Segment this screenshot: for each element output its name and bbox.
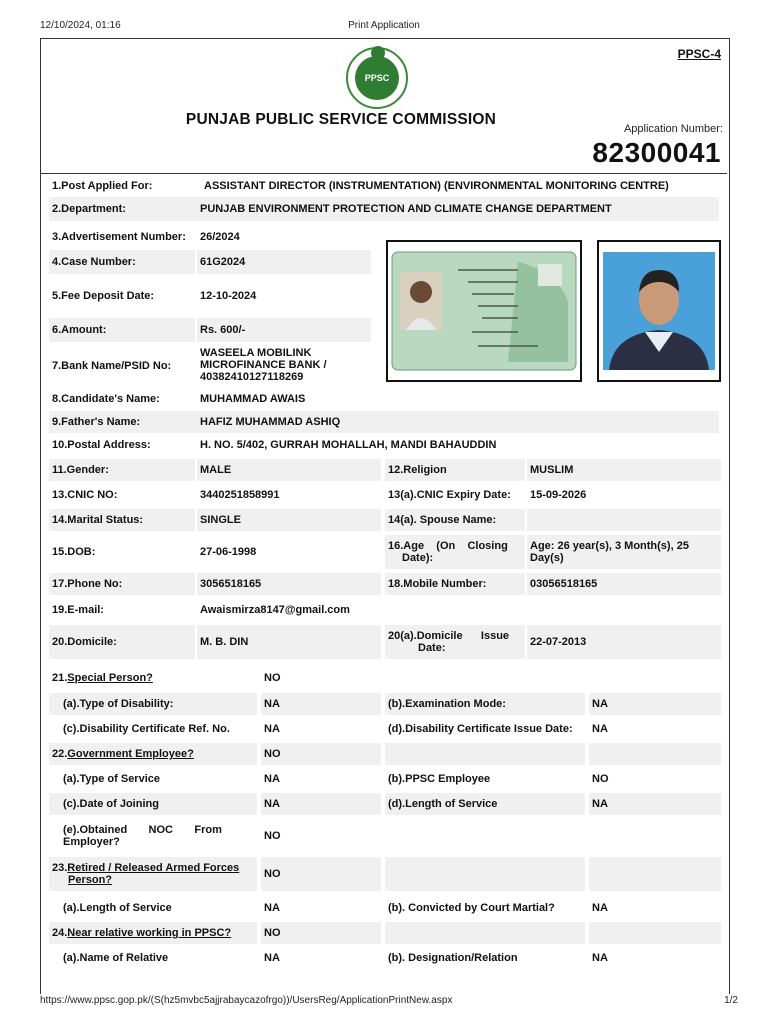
cnic-expiry-value: 15-09-2026 <box>530 489 587 501</box>
post-label: 1.Post Applied For: <box>52 180 153 192</box>
father-name-label: 9.Father's Name: <box>49 411 199 433</box>
marital-status-value: SINGLE <box>197 509 381 531</box>
religion-value: MUSLIM <box>527 459 721 481</box>
spouse-name-label: 14(a). Spouse Name: <box>385 509 525 531</box>
special-person-num: 21. <box>52 672 68 684</box>
age-value-line-1: Age: 26 year(s), 3 Month(s), 25 <box>530 540 689 552</box>
phone-value: 3056518165 <box>197 573 381 595</box>
age-label-line-2: Date): <box>402 552 434 564</box>
dob-label: 15.DOB: <box>52 546 96 558</box>
court-martial-label: (b). Convicted by Court Martial? <box>388 902 555 914</box>
bank-value <box>197 343 371 387</box>
age-value <box>527 535 721 569</box>
exam-mode-value: NA <box>589 693 721 715</box>
fee-date-value: 12-10-2024 <box>200 290 257 302</box>
service-type-value: NA <box>264 773 280 785</box>
domicile-value: M. B. DIN <box>197 625 381 659</box>
noc-label <box>49 819 257 853</box>
cert-date-label: (d).Disability Certificate Issue Date: <box>388 723 573 735</box>
mobile-value: 03056518165 <box>527 573 721 595</box>
advertisement-value: 26/2024 <box>200 231 240 243</box>
cnic-image <box>386 240 582 382</box>
department-value: PUNJAB ENVIRONMENT PROTECTION AND CLIMATE CHANGE DEPARTMENT <box>197 197 719 221</box>
cert-ref-label: (c).Disability Certificate Ref. No. <box>63 723 230 735</box>
person-photo-icon <box>599 242 719 380</box>
relative-empty-1 <box>385 922 585 944</box>
domicile-issue-label-line-1: 20(a).Domicile Issue <box>388 630 510 642</box>
relative-num: 24. <box>52 927 68 939</box>
armed-forces-num: 23. <box>52 862 68 874</box>
age-label-line-1: 16.Age (On Closing <box>388 540 508 552</box>
relative-designation-label: (b). Designation/Relation <box>388 952 518 964</box>
bank-line-3: 40382410127118269 <box>200 371 304 383</box>
govt-employee-heading <box>49 743 257 765</box>
email-value: Awaismirza8147@gmail.com <box>200 604 350 616</box>
divider <box>41 173 727 174</box>
noc-value: NO <box>264 830 281 842</box>
disability-type-label: (a).Type of Disability: <box>49 693 257 715</box>
case-number-label: 4.Case Number: <box>49 250 195 274</box>
gender-label: 11.Gender: <box>49 459 195 481</box>
form-code: PPSC-4 <box>677 47 721 61</box>
address-label: 10.Postal Address: <box>52 439 151 451</box>
relative-title: Near relative working in PPSC? <box>67 927 232 939</box>
domicile-issue-value: 22-07-2013 <box>527 625 721 659</box>
print-datetime: 12/10/2024, 01:16 <box>40 20 121 31</box>
domicile-issue-label-line-2: Date: <box>418 642 446 654</box>
special-person-heading <box>49 667 257 689</box>
service-type-label: (a).Type of Service <box>63 773 160 785</box>
application-number-label: Application Number: <box>623 123 723 135</box>
govt-employee-title: Government Employee? <box>67 748 194 760</box>
armed-empty-1 <box>385 857 585 891</box>
amount-value: Rs. 600/- <box>197 318 371 342</box>
armed-length-value: NA <box>264 902 280 914</box>
email-label: 19.E-mail: <box>52 604 104 616</box>
domicile-issue-label <box>385 625 525 659</box>
armed-empty-2 <box>589 857 721 891</box>
application-number: 82300041 <box>592 137 721 168</box>
print-url: https://www.ppsc.gop.pk/(S(hz5mvbc5ajjrabaycazofrgo))/UsersReg/ApplicationPrintNew.aspx <box>40 995 453 1006</box>
candidate-photo <box>597 240 721 382</box>
joining-date-label: (c).Date of Joining <box>49 793 257 815</box>
armed-forces-title-2: Person? <box>68 874 113 886</box>
candidate-name-label: 8.Candidate's Name: <box>52 393 160 405</box>
print-title: Print Application <box>348 20 420 31</box>
application-form <box>40 38 730 994</box>
amount-label: 6.Amount: <box>49 318 195 342</box>
armed-length-label: (a).Length of Service <box>63 902 172 914</box>
armed-forces-title-1: Retired / Released Armed Forces <box>67 862 240 874</box>
exam-mode-label: (b).Examination Mode: <box>385 693 585 715</box>
noc-label-line-1: (e).Obtained NOC From <box>63 824 222 836</box>
bank-label: 7.Bank Name/PSID No: <box>52 360 172 372</box>
bank-line-1: WASEELA MOBILINK <box>200 347 312 359</box>
marital-status-label: 14.Marital Status: <box>49 509 195 531</box>
department-label: 2.Department: <box>49 197 199 221</box>
service-length-label: (d).Length of Service <box>385 793 585 815</box>
advertisement-label: 3.Advertisement Number: <box>52 231 186 243</box>
cnic-card-icon <box>388 242 580 380</box>
ppsc-employee-label: (b).PPSC Employee <box>388 773 491 785</box>
court-martial-value: NA <box>592 902 608 914</box>
armed-forces-heading <box>49 857 257 891</box>
govt-employee-value: NO <box>261 743 381 765</box>
relative-name-value: NA <box>264 952 280 964</box>
relative-value: NO <box>261 922 381 944</box>
religion-label: 12.Religion <box>385 459 525 481</box>
relative-empty-2 <box>589 922 721 944</box>
post-value: ASSISTANT DIRECTOR (INSTRUMENTATION) (ENVIRONMENTAL MONITORING CENTRE) <box>204 180 669 192</box>
spouse-name-value <box>527 509 721 531</box>
noc-label-line-2: Employer? <box>63 836 120 848</box>
domicile-label: 20.Domicile: <box>49 625 195 659</box>
cnic-expiry-label: 13(a).CNIC Expiry Date: <box>388 489 511 501</box>
cnic-label: 13.CNIC NO: <box>52 489 118 501</box>
cert-date-value: NA <box>592 723 608 735</box>
logo-text: PPSC <box>364 73 390 83</box>
ppsc-logo <box>346 47 408 109</box>
relative-name-label: (a).Name of Relative <box>63 952 169 964</box>
special-person-value: NO <box>264 672 281 684</box>
gender-value: MALE <box>197 459 381 481</box>
cnic-value: 3440251858991 <box>200 489 280 501</box>
special-person-title: Special Person? <box>67 672 153 684</box>
age-value-line-2: Day(s) <box>530 552 564 564</box>
armed-forces-value: NO <box>261 857 381 891</box>
dob-value: 27-06-1998 <box>200 546 257 558</box>
phone-label: 17.Phone No: <box>49 573 195 595</box>
case-number-value: 61G2024 <box>197 250 371 274</box>
relative-heading <box>49 922 257 944</box>
candidate-name-value: MUHAMMAD AWAIS <box>200 393 306 405</box>
address-value: H. NO. 5/402, GURRAH MOHALLAH, MANDI BAHAUDDIN <box>200 439 497 451</box>
service-length-value: NA <box>589 793 721 815</box>
fee-date-label: 5.Fee Deposit Date: <box>52 290 155 302</box>
page-number: 1/2 <box>724 995 738 1006</box>
ppsc-employee-value: NO <box>592 773 609 785</box>
disability-type-value: NA <box>261 693 381 715</box>
mobile-label: 18.Mobile Number: <box>385 573 525 595</box>
govt-empty-1 <box>385 743 585 765</box>
org-title: PUNJAB PUBLIC SERVICE COMMISSION <box>185 111 497 128</box>
bank-line-2: MICROFINANCE BANK / <box>200 359 327 371</box>
govt-employee-num: 22. <box>52 748 68 760</box>
father-name-value: HAFIZ MUHAMMAD ASHIQ <box>197 411 719 433</box>
age-label <box>385 535 525 569</box>
cert-ref-value: NA <box>264 723 280 735</box>
relative-designation-value: NA <box>592 952 608 964</box>
armed-forces-line-1 <box>52 862 239 874</box>
joining-date-value: NA <box>261 793 381 815</box>
print-header <box>0 0 768 40</box>
govt-empty-2 <box>589 743 721 765</box>
